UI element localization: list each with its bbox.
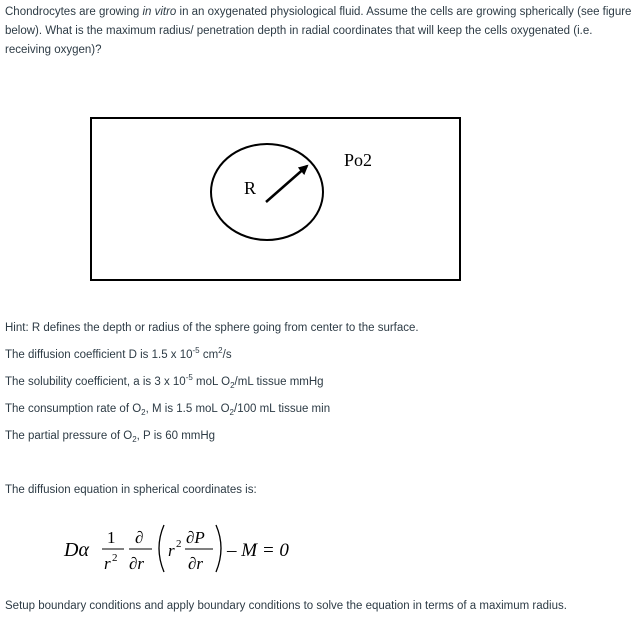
radius-arrow	[266, 166, 307, 202]
question-text: Chondrocytes are growing in vitro in an oxygenated physiological fluid. Assume the cells are growing spherically (see figure below). What is the maximum radius/ penetration depth in radial coordinates that will keep the cells oxygenated (i.e. receiving oxygen)?	[5, 6, 632, 56]
solubility-coefficient-line: The solubility coefficient, a is 3 x $10^{-5}$ moL $O_2/mL$ tissue mmHg	[5, 373, 324, 390]
sphere-figure	[92, 119, 459, 279]
radius-label: R	[244, 178, 257, 198]
po2-label: Po2	[344, 150, 373, 170]
consumption-rate-line: The consumption rate of $O_2$, M is 1.5 moL $O_2/100$ mL tissue min	[5, 403, 331, 417]
eq-dp-num: ∂P	[186, 528, 205, 547]
eq-right-paren	[216, 525, 221, 572]
hint-text: Hint: R defines the depth or radius of the sphere going from center to the surface.	[5, 322, 419, 334]
sphere-diagram	[90, 117, 461, 281]
eq-inner-r: r	[168, 541, 175, 560]
diffusion-equation	[60, 518, 320, 580]
equation-graphic	[60, 518, 320, 580]
sphere-circle	[211, 144, 323, 240]
eq-frac1-num: 1	[107, 528, 116, 547]
eq-coefficient: Dα	[64, 539, 89, 561]
eq-left-paren	[159, 525, 164, 572]
eq-frac1-den-exp: 2	[112, 552, 118, 564]
eq-partial-den: ∂r	[129, 554, 145, 573]
diffusion-coefficient-line: The diffusion coefficient D is 1.5 x $10^{-5}$ $cm^2/s$	[5, 346, 232, 361]
eq-partial-num: ∂	[135, 528, 144, 547]
equation-intro: The diffusion equation in spherical coordinates is:	[5, 484, 257, 496]
partial-pressure-line: The partial pressure of $O_2$, P is 60 mmHg	[5, 430, 216, 444]
eq-frac1-den: r	[104, 554, 111, 573]
eq-dp-den: ∂r	[188, 554, 204, 573]
instruction-text: Setup boundary conditions and apply boundary conditions to solve the equation in terms of a maximum radius.	[5, 600, 567, 612]
eq-inner-r-exp: 2	[176, 538, 182, 550]
eq-rest: – M = 0	[227, 540, 289, 561]
